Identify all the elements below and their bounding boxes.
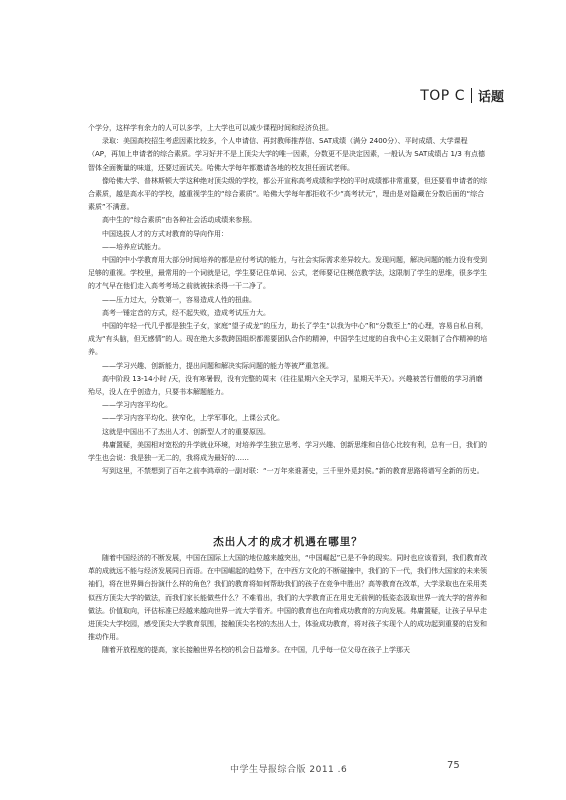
- paragraph: ——学习兴趣、创新能力，提出问题和解决实际问题的能力等被严重忽视。: [102, 361, 333, 370]
- paragraph: 高考一锤定音的方式，经不起失败，造成考试压力大。: [102, 308, 270, 317]
- paragraph: ——培养应试能力。: [102, 242, 165, 251]
- paragraph: 像哈佛大学、普林斯顿大学这种绝对顶尖级的学校，都公开宣称高考成绩和学校的平时成绩都非常重要，但还要看申请者的综合素质，越是高水平的学校，越重视学生的“综合素质”。哈佛大学每年都拒收不少“高考状元”，理由是对隐藏在分数后面的“综合素质”不满意。: [88, 176, 487, 212]
- article-body-continued: [88, 552, 488, 658]
- paragraph: 录取：美国高校招生考虑因素比较多，个人申请信、再封教师推荐信、SAT成绩（满分 2400分）、平时成绩、大学课程（AP，再加上申请者的综合素质。学习好并不是上顶尖大学的唯一因素，分数更不是决定因素，一般认为 SAT成绩占 1/3 有点德智体全面衡量的味道，还要过面试关。哈佛大学每年都邀请各地的校友担任面试老师。: [88, 137, 486, 172]
- paragraph: ——学习内容平均化。: [102, 401, 172, 410]
- paragraph: ——压力过大，分数第一，容易造成人性的扭曲。: [102, 295, 256, 304]
- page-header: [420, 86, 504, 105]
- paragraph: 弗庸置疑，美国相对宽松的升学就业环境，对培养学生独立思考、学习兴趣、创新思维和自信心比较有利，总有一日，我们的学生也会说：我是独一无二的，我将成为最好的……: [88, 440, 487, 463]
- paragraph: 中国的中小学教育用大部分时间培养的都是应付考试的能力，与社会实际需求差异较大。发现问题，解决问题的能力没有受到足够的重视。学校里，最常用的一个词就是记，学生要记住单词、公式，老师要记住模范教学法，这限制了学生的思维，很多学生的才气早在他们走入高考考场之前就被抹杀得一干二净了。: [88, 256, 487, 291]
- page-number: 75: [447, 760, 460, 771]
- section-label: 话题: [477, 90, 504, 105]
- paragraph: 随着中国经济的不断发展，中国在国际上大国的地位越来越突出，“中国崛起”已是不争的现实。同时也应该看到，我们教育改革的成就远不能与经济发展同日而语。在中国崛起的趋势下，在中西方文化的不断碰撞中，我们的下一代，我们伟大国家的未来领袖们，将在世界舞台扮演什么样的角色？我们的教育将如何帮助我们的孩子在竞争中胜出？高等教育在改革，大学录取也在采用类似西方顶尖大学的做法，而我们家长能做些什么？不难看出，我们的大学教育正在用史无前例的低姿态汲取世界一流大学的营养和做法。价值取向，评估标准已经越来越向世界一流大学看齐。中国的教育也在向着成功教育的方向发展。弗庸置疑，让孩子早早走进顶尖大学校园，感受顶尖大学教育氛围，接触顶尖名校的杰出人士，体验成功教育，将对孩子实现个人的成功起到重要的启发和推动作用。: [88, 554, 488, 642]
- article-body: [88, 122, 488, 478]
- paragraph: 个学分，这样学有余力的人可以多学，上大学也可以减少课程时间和经济负担。: [88, 124, 333, 132]
- paragraph: ——学习内容平均化、狭窄化，上学军事化，上课公式化。: [102, 414, 284, 423]
- paragraph: 中国的年轻一代几乎都是独生子女，家庭“望子成龙”的压力，助长了学生“以我为中心”和“分数至上”的心理，容易自私自利，成为“有头脑，但无感情”的人。现在绝大多数跨国组织都需要团队合作的精神，中国学生过度的自我中心主义限制了合作精神的培养。: [88, 322, 488, 357]
- paragraph: 高中生的“综合素质”由各种社会活动成绩来参照。: [102, 216, 257, 225]
- magazine-brand: TOP C: [420, 87, 465, 104]
- publication-footer: 中学生导报综合版 2011 .6: [230, 765, 348, 775]
- header-divider: [471, 88, 472, 103]
- paragraph: 这就是中国出不了杰出人才、创新型人才的重要原因。: [102, 427, 270, 436]
- section-heading: 杰出人才的成才机遇在哪里？: [213, 536, 363, 548]
- paragraph: 中国选拔人才的方式对教育的导向作用：: [102, 229, 228, 238]
- paragraph: 写到这里，不禁想到了百年之前李鸿章的一副对联：“一万年来谁著史，三千里外觅封侯。”新的教育思路将谱写全新的历史。: [102, 467, 484, 476]
- paragraph: 随着开放程度的提高，家长接触世界名校的机会日益增多。在中国，几乎每一位父母在孩子上学那天: [102, 646, 410, 655]
- paragraph: 高中阶段 13-14小时 /天，没有寒暑假，没有完整的周末（往往星期六全天学习，星期天半天）。兴趣被苦行僧般的学习消磨殆尽，没人在乎创造力，只要书本解题能力。: [88, 374, 483, 397]
